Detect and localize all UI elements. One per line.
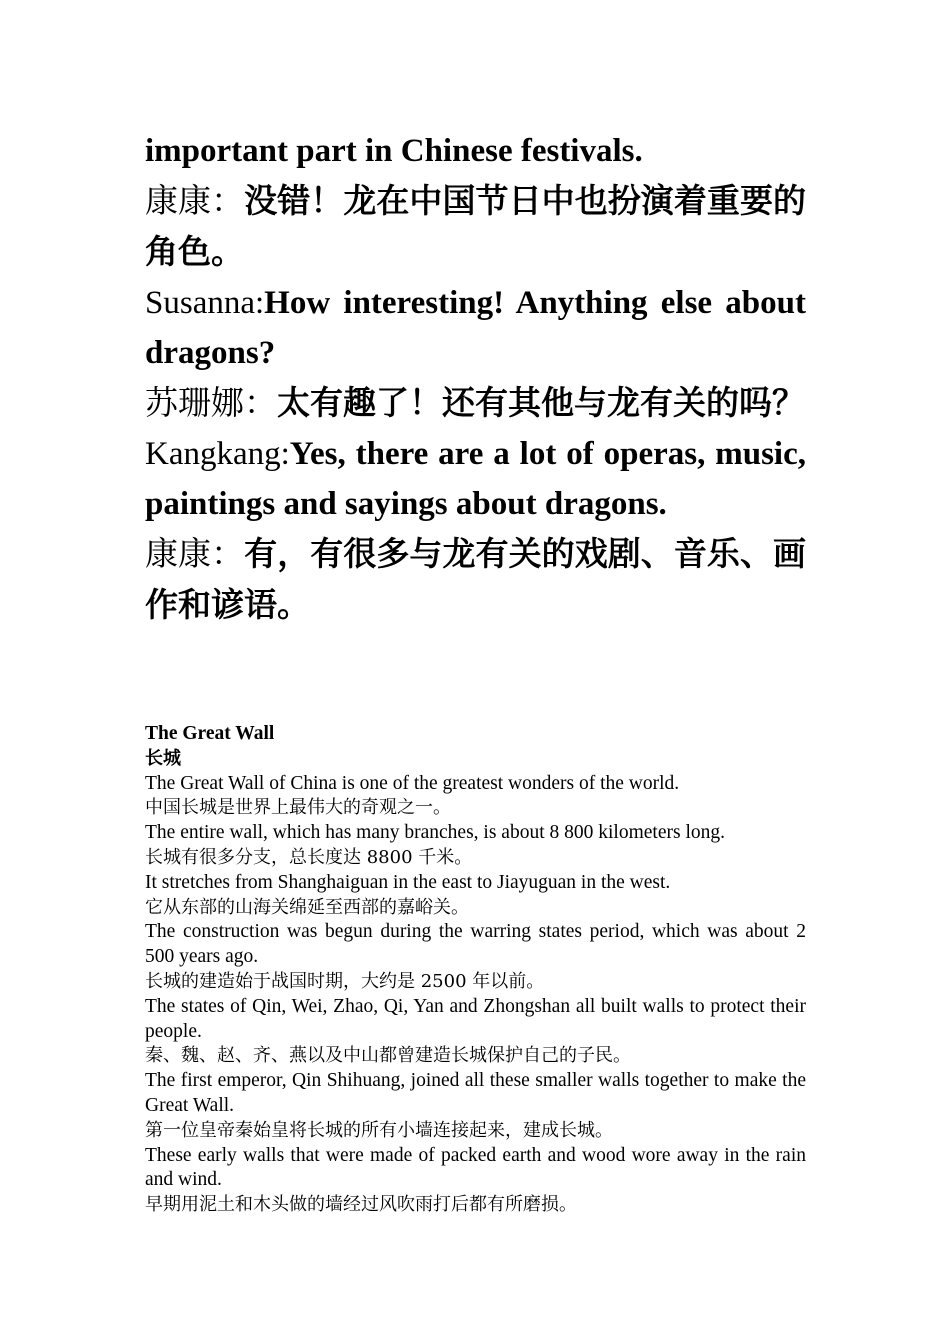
speaker-label: 苏珊娜： <box>145 383 277 422</box>
dialogue-line <box>145 529 806 631</box>
dialogue-text: 有，有很多与龙有关的戏剧、音乐、画作和谚语。 <box>145 534 807 624</box>
english-sentence: It stretches from Shanghaiguan in the east to Jiayuguan in the west. <box>145 871 671 893</box>
chinese-sentence: 长城有很多分支，总长度达 8800 千米。 <box>145 846 473 868</box>
dialogue-text: How interesting! Anything else about dragons? <box>145 285 806 371</box>
dialogue-text: important part in Chinese festivals. <box>145 133 643 169</box>
chinese-sentence: 长城的建造始于战国时期，大约是 2500 年以前。 <box>145 970 545 992</box>
section-title-cn: 长城 <box>145 747 181 769</box>
dialogue-section <box>145 126 806 631</box>
dialogue-text: 太有趣了！还有其他与龙有关的吗？ <box>277 383 805 422</box>
dialogue-line <box>145 429 806 529</box>
english-sentence: The first emperor, Qin Shihuang, joined all these smaller walls together to make the Great Wall. <box>145 1070 806 1116</box>
dialogue-text: 没错！龙在中国节日中也扮演着重要的角色。 <box>145 181 807 271</box>
english-sentence: The states of Qin, Wei, Zhao, Qi, Yan and Zhongshan all built walls to protect their people. <box>145 995 806 1042</box>
chinese-sentence: 秦、魏、赵、齐、燕以及中山都曾建造长城保护自己的子民。 <box>145 1045 631 1067</box>
section-title-en: The Great Wall <box>145 723 275 744</box>
chinese-sentence: 第一位皇帝秦始皇将长城的所有小墙连接起来，建成长城。 <box>145 1119 613 1141</box>
chinese-sentence: 中国长城是世界上最伟大的奇观之一。 <box>145 797 451 819</box>
dialogue-line <box>145 126 806 176</box>
english-sentence: The construction was begun during the warring states period, which was about 2 500 years ago. <box>145 921 806 968</box>
english-sentence: The entire wall, which has many branches, is about 8 800 kilometers long. <box>145 822 725 844</box>
english-sentence: The Great Wall of China is one of the greatest wonders of the world. <box>145 772 680 794</box>
chinese-sentence: 它从东部的山海关绵延至西部的嘉峪关。 <box>145 896 469 918</box>
dialogue-line <box>145 176 806 278</box>
dialogue-line <box>145 378 806 429</box>
speaker-label: Susanna: <box>145 285 265 321</box>
speaker-label: Kangkang: <box>145 436 290 472</box>
speaker-label: 康康： <box>145 181 245 220</box>
speaker-label: 康康： <box>145 534 245 573</box>
dialogue-line <box>145 278 806 378</box>
english-sentence: These early walls that were made of packed earth and wood wore away in the rain and wind. <box>145 1144 806 1191</box>
dialogue-text: Yes, there are a lot of operas, music, paintings and sayings about dragons. <box>145 436 806 522</box>
great-wall-section <box>145 722 806 1218</box>
chinese-sentence: 早期用泥土和木头做的墙经过风吹雨打后都有所磨损。 <box>145 1194 577 1216</box>
